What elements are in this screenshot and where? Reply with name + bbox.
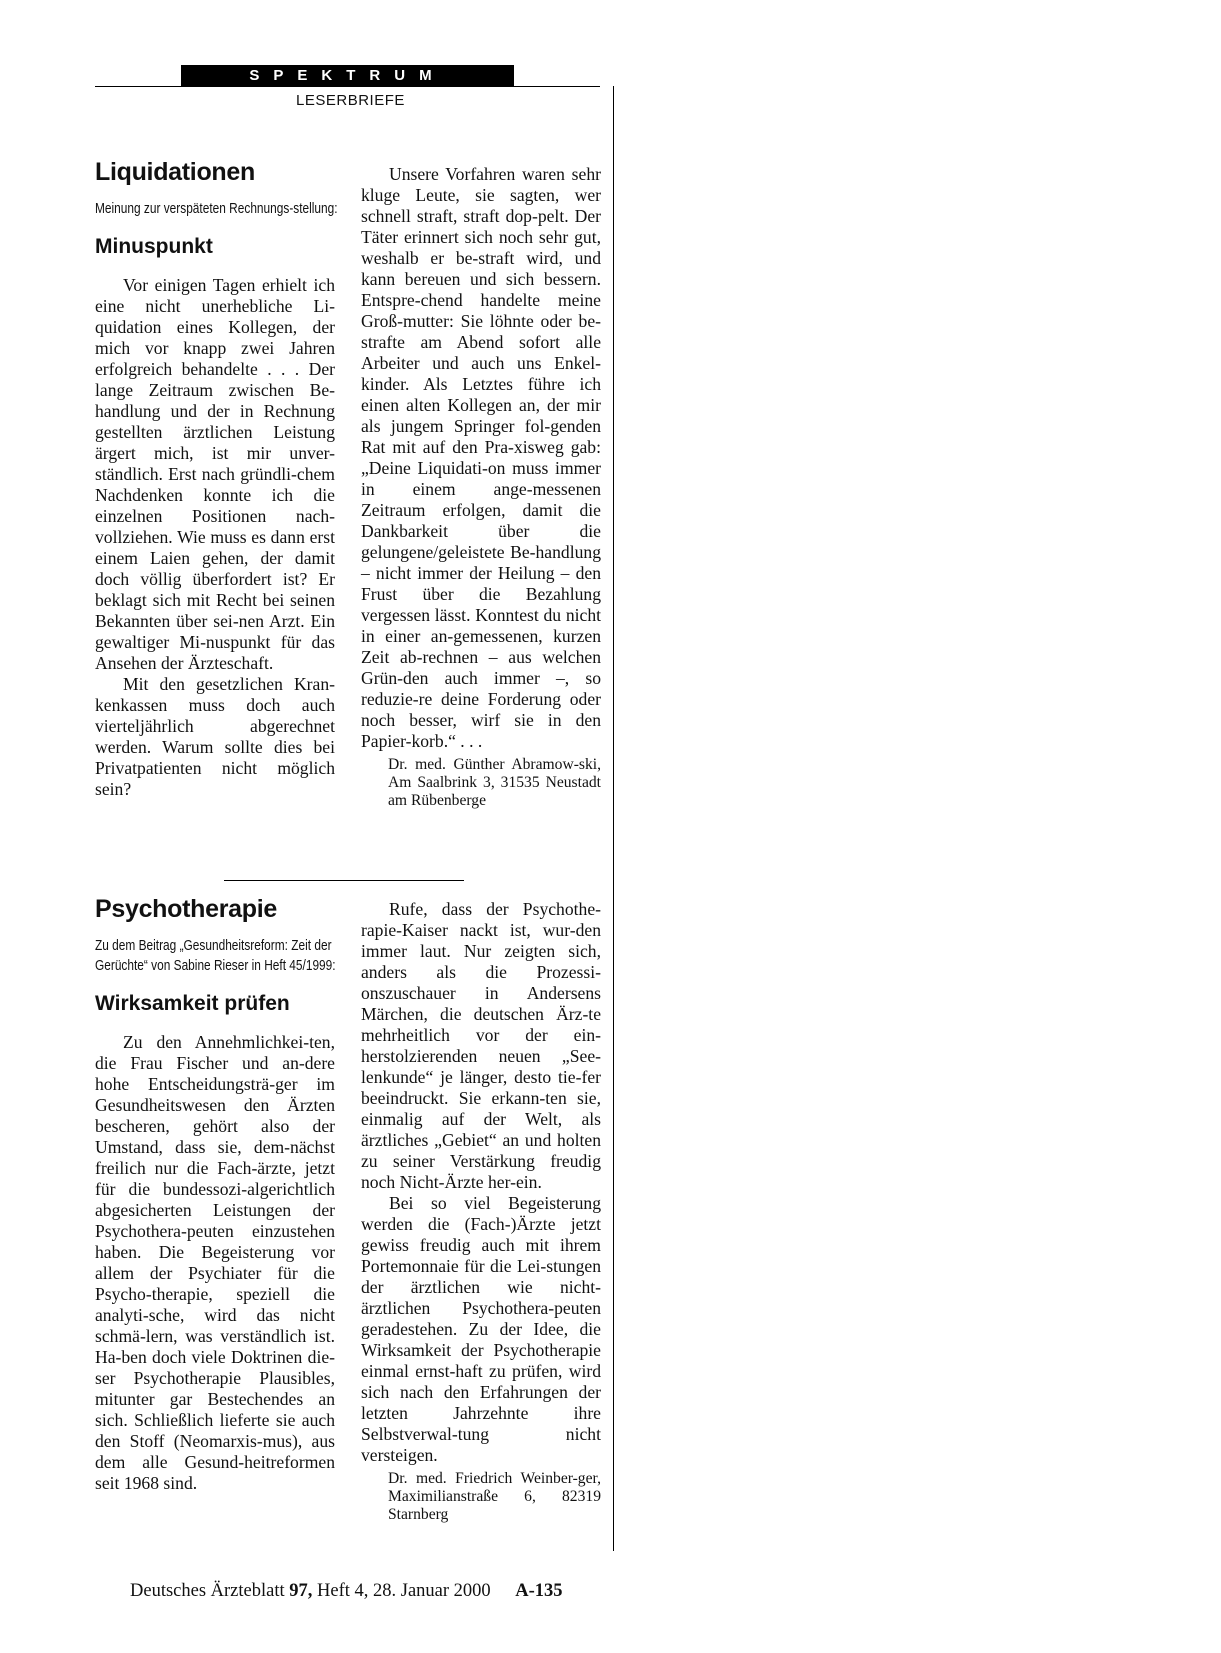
article1-paragraph: Vor einigen Tagen erhielt ich eine nicht unerhebliche Li-quidation eines Kollegen, der mich vor knapp zwei Jahren erfolgreich behandelte . . . Der lange Zeitraum zwischen Be-handlung und der in Rechnung gestellten ärztlichen Leistung ärgert mich, ist mir unver-ständlich. Erst nach gründli-chem Nachdenken konnte ich die einzelnen Positionen nach-vollziehen. Wie muss es dann erst einem Laien gehen, der damit doch völlig überfordert ist? Er beklagt sich mit Recht bei seinen Bekannten über sei-nen Arzt. Ein gewaltiger Mi-nuspunkt für das Ansehen der Ärzteschaft.	[95, 275, 335, 673]
article1-title: Liquidationen	[95, 158, 255, 186]
article1-signature: Dr. med. Günther Abramow-ski, Am Saalbrink 3, 31535 Neustadt am Rübenberge	[388, 756, 601, 809]
article2-paragraph: Bei so viel Begeisterung werden die (Fach-)Ärzte jetzt gewiss freudig auch mit ihrem Portemonnaie für die Lei-stungen der ärztlichen wie nicht-ärztlichen Psychothera-peuten geradestehen. Zu der Idee, die Wirksamkeit der Psychotherapie einmal ernst-haft zu prüfen, wird sich nach den Erfahrungen der letzten Jahrzehnte ihre Selbstverwal-tung nicht versteigen.	[361, 1193, 601, 1465]
header-rule	[95, 86, 600, 87]
section-subhead: LESERBRIEFE	[296, 92, 405, 109]
article2-subtitle: Wirksamkeit prüfen	[95, 992, 290, 1015]
article2-intro: Zu dem Beitrag „Gesundheitsreform: Zeit der Gerüchte“ von Sabine Rieser in Heft 45/1999:	[95, 938, 336, 974]
article2-title: Psychotherapie	[95, 895, 277, 923]
article2-paragraph: Zu den Annehmlichkei-ten, die Frau Fischer und an-dere hohe Entscheidungsträ-ger im Gesundheitswesen den Ärzten bescheren, gehört also der Umstand, dass sie, dem-nächst freilich nur die Fach-ärzte, jetzt für die bundessozi-algerichtlich abgesicherten Leistungen der Psychothera-peuten einzustehen haben. Die Begeisterung vor allem der Psychiater für die Psycho-therapie, speziell die analyti-sche, wird das nicht schmä-lern, was verständlich ist. Ha-ben doch viele Doktrinen die-ser Psychotherapie Plausibles, mitunter gar Bestechendes an sich. Schließlich lieferte sie auch den Stoff (Neomarxis-mus), aus dem alle Gesund-heitreformen seit 1968 sind.	[95, 1032, 335, 1493]
article2-signature: Dr. med. Friedrich Weinber-ger, Maximilianstraße 6, 82319 Starnberg	[388, 1470, 601, 1523]
footer-volume: 97,	[289, 1581, 313, 1601]
page-footer	[130, 1581, 563, 1602]
section-banner: SPEKTRUM	[181, 65, 514, 86]
article2-paragraph: Rufe, dass der Psychothe-rapie-Kaiser nackt ist, wur-den immer laut. Nur zeigten sich, anders als die Prozessi-onszuschauer in Andersens Märchen, die deutschen Ärz-te mehrheitlich vor der ein-herstolzierenden neuen „See-lenkunde“ je länger, desto tie-fer beeindruckt. Sie erkann-ten sie, einmalig auf der Welt, als ärztliches „Gebiet“ an und holten zu seiner Verstärkung freudig noch Nicht-Ärzte her-ein.	[361, 899, 601, 1192]
article1-paragraph: Mit den gesetzlichen Kran-kenkassen muss doch auch vierteljährlich abgerechnet werden. Warum sollte dies bei Privatpatienten nicht möglich sein?	[95, 674, 335, 799]
article-separator	[224, 880, 464, 881]
article1-left-column	[95, 157, 338, 800]
article1-intro: Meinung zur verspäteten Rechnungs-stellung:	[95, 201, 338, 217]
footer-journal: Deutsches Ärzteblatt	[130, 1581, 285, 1601]
article2-right-column	[361, 899, 601, 1524]
article1-paragraph: Unsere Vorfahren waren sehr kluge Leute, sie sagten, wer schnell straft, straft dop-pelt. Der Täter erinnert sich noch sehr gut, weshalb er be-straft wird, und kann bereuen und sich bessern. Entspre-chend handelte meine Groß-mutter: Sie löhnte oder be-strafte am Abend sofort alle Arbeiter und auch uns Enkel-kinder. Als Letztes führe ich einen alten Kollegen an, der mir als jungem Springer fol-genden Rat mit auf den Pra-xisweg gab: „Deine Liquidati-on muss immer in einem ange-messenen Zeitraum erfolgen, damit die Dankbarkeit über die gelungene/geleistete Be-handlung – nicht immer der Heilung – den Frust über die Bezahlung vergessen lässt. Konntest du nicht in einer an-gemessenen, kurzen Zeit ab-rechnen – aus welchen Grün-den auch immer –, so reduzie-re deine Forderung oder noch besser, wirf sie in den Papier-korb.“ . . .	[361, 164, 601, 751]
article1-subtitle: Minuspunkt	[95, 235, 213, 258]
column-divider	[613, 86, 614, 1551]
article2-left-column	[95, 894, 335, 1494]
article1-right-column	[361, 164, 601, 810]
footer-issue: Heft 4, 28. Januar 2000	[317, 1581, 491, 1601]
footer-page-number: A-135	[515, 1581, 563, 1601]
